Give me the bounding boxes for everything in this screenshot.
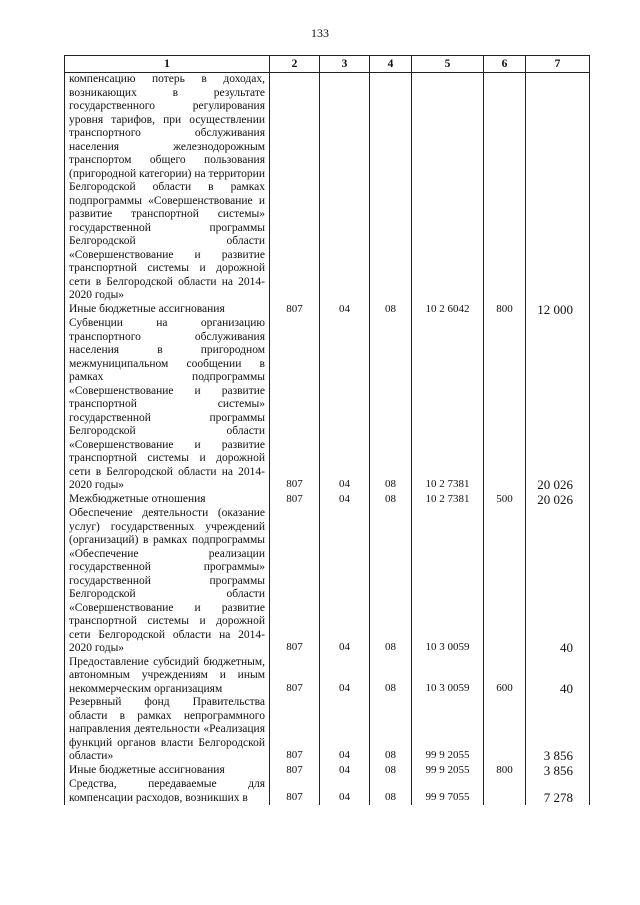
cell-ministry <box>270 73 320 303</box>
cell-amount <box>526 73 590 303</box>
cell-expense-type <box>484 778 526 805</box>
cell-section: 04 <box>320 507 370 656</box>
cell-expense-type: 600 <box>484 656 526 697</box>
row-description: Субвенции на организацию транспортного обслуживания населения в пригородном межмуниципальном сообщении в рамках подпрограммы «Совершенствование и развитие транспортной системы» государственной программы Белгородской области «Совершенствование и развитие транспортной системы и дорожной сети в Белгородской области на 2014-2020 годы» <box>65 317 270 493</box>
cell-section: 04 <box>320 764 370 779</box>
cell-target: 10 3 0059 <box>412 507 484 656</box>
cell-ministry: 807 <box>270 507 320 656</box>
cell-section: 04 <box>320 696 370 764</box>
page-number: 133 <box>311 26 329 40</box>
table-row <box>65 696 590 764</box>
col-header-6: 6 <box>484 56 526 73</box>
table-row <box>65 764 590 779</box>
cell-expense-type: 800 <box>484 303 526 318</box>
cell-section: 04 <box>320 303 370 318</box>
cell-ministry: 807 <box>270 317 320 493</box>
table-row <box>65 507 590 656</box>
cell-subsection: 08 <box>370 317 412 493</box>
cell-target: 10 2 7381 <box>412 317 484 493</box>
cell-target: 10 3 0059 <box>412 656 484 697</box>
cell-expense-type: 800 <box>484 764 526 779</box>
cell-expense-type <box>484 317 526 493</box>
table-row <box>65 73 590 303</box>
table-row <box>65 493 590 508</box>
col-header-2: 2 <box>270 56 320 73</box>
row-description: Иные бюджетные ассигнования <box>65 764 270 779</box>
cell-subsection: 08 <box>370 696 412 764</box>
row-description: компенсацию потерь в доходах, возникающих в результате государственного регулирования уровня тарифов, при осуществлении транспортного обслуживания населения железнодорожным транспортом общего пользования (пригородной категории) на территории Белгородской области в рамках подпрограммы «Совершенствование и развитие транспортной системы» государственной программы Белгородской области «Совершенствование и развитие транспортной системы и дорожной сети в Белгородской области на 2014-2020 годы» <box>65 73 270 303</box>
cell-subsection <box>370 73 412 303</box>
cell-target: 99 9 2055 <box>412 764 484 779</box>
cell-expense-type: 500 <box>484 493 526 508</box>
cell-target: 10 2 7381 <box>412 493 484 508</box>
cell-amount: 20 026 <box>526 493 590 508</box>
row-description: Иные бюджетные ассигнования <box>65 303 270 318</box>
cell-section: 04 <box>320 317 370 493</box>
cell-target: 99 9 2055 <box>412 696 484 764</box>
cell-section: 04 <box>320 493 370 508</box>
cell-subsection: 08 <box>370 656 412 697</box>
cell-subsection: 08 <box>370 778 412 805</box>
cell-target: 99 9 7055 <box>412 778 484 805</box>
table-row <box>65 656 590 697</box>
cell-subsection: 08 <box>370 764 412 779</box>
cell-ministry: 807 <box>270 696 320 764</box>
cell-amount: 40 <box>526 656 590 697</box>
cell-amount: 7 278 <box>526 778 590 805</box>
cell-expense-type <box>484 696 526 764</box>
header-row <box>65 56 590 73</box>
table-row <box>65 303 590 318</box>
cell-subsection: 08 <box>370 303 412 318</box>
cell-section: 04 <box>320 778 370 805</box>
row-description: Резервный фонд Правительства области в рамках непрограммного направления деятельности «Реализация функций органов власти Белгородской области» <box>65 696 270 764</box>
cell-target: 10 2 6042 <box>412 303 484 318</box>
cell-section <box>320 73 370 303</box>
cell-amount: 12 000 <box>526 303 590 318</box>
row-description: Межбюджетные отношения <box>65 493 270 508</box>
cell-ministry: 807 <box>270 778 320 805</box>
cell-amount: 3 856 <box>526 696 590 764</box>
col-header-1: 1 <box>65 56 270 73</box>
cell-section: 04 <box>320 656 370 697</box>
cell-subsection: 08 <box>370 493 412 508</box>
cell-ministry: 807 <box>270 764 320 779</box>
row-description: Средства, передаваемые для компенсации расходов, возникших в <box>65 778 270 805</box>
row-description: Предоставление субсидий бюджетным, автономным учреждениям и иным некоммерческим организациям <box>65 656 270 697</box>
cell-expense-type <box>484 73 526 303</box>
table-row <box>65 317 590 493</box>
col-header-4: 4 <box>370 56 412 73</box>
col-header-3: 3 <box>320 56 370 73</box>
cell-ministry: 807 <box>270 656 320 697</box>
table-row <box>65 778 590 805</box>
cell-amount: 3 856 <box>526 764 590 779</box>
col-header-5: 5 <box>412 56 484 73</box>
col-header-7: 7 <box>526 56 590 73</box>
cell-expense-type <box>484 507 526 656</box>
cell-ministry: 807 <box>270 493 320 508</box>
cell-ministry: 807 <box>270 303 320 318</box>
row-description: Обеспечение деятельности (оказание услуг) государственных учреждений (организаций) в рамках подпрограммы «Обеспечение реализации государственной программы» государственной программы Белгородской области «Совершенствование и развитие транспортной системы и дорожной сети Белгородской области на 2014-2020 годы» <box>65 507 270 656</box>
cell-amount: 20 026 <box>526 317 590 493</box>
cell-target <box>412 73 484 303</box>
budget-table <box>64 55 590 805</box>
cell-subsection: 08 <box>370 507 412 656</box>
cell-amount: 40 <box>526 507 590 656</box>
